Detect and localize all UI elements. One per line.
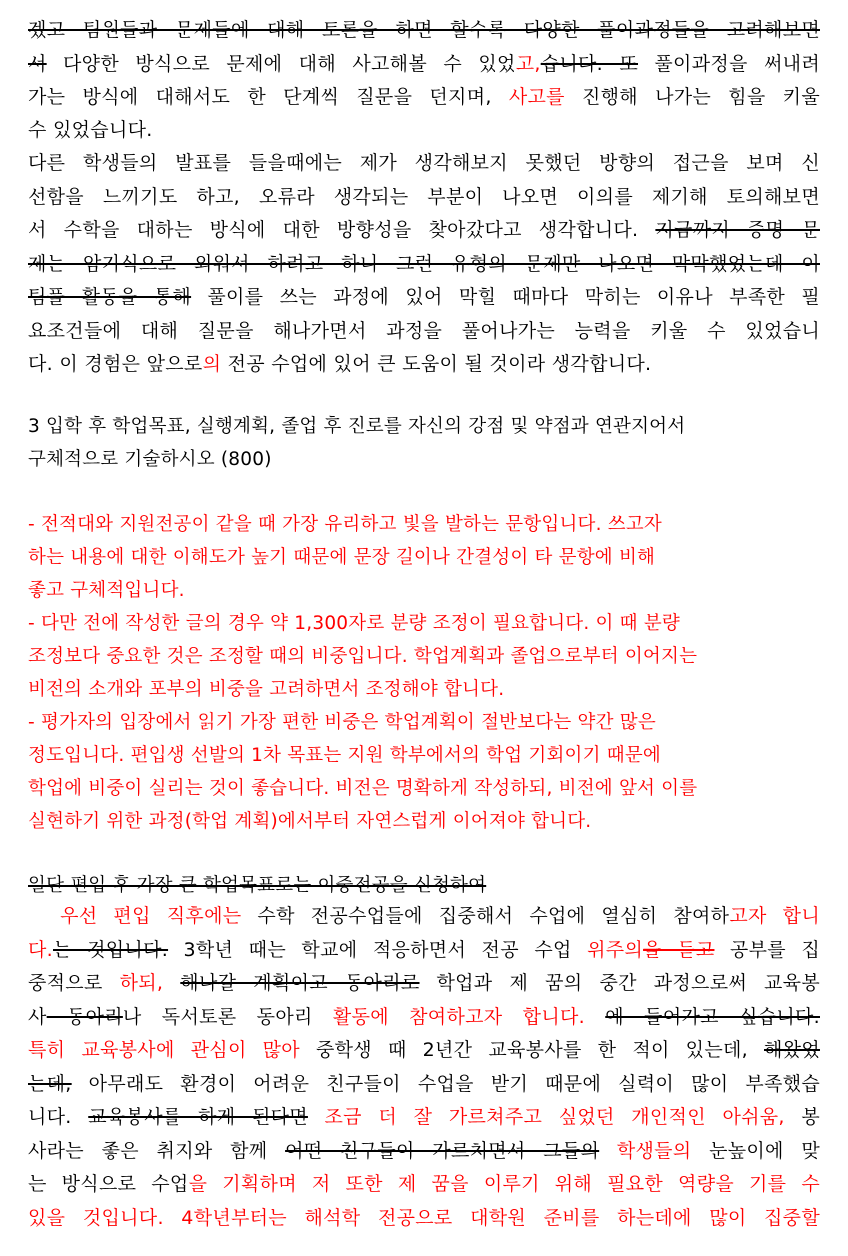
text-line: 다른 학생들의 발표를 들을때에는 제가 생각해보지 못했던 방향의 접근을 보며 신: [28, 152, 820, 174]
inserted-text: 위주의: [587, 938, 644, 961]
text-line: [28, 48, 820, 82]
paragraph-presentations: [28, 147, 820, 348]
text: 봉: [784, 1106, 820, 1128]
answer-paragraph: [28, 900, 820, 1235]
text: 사: [28, 1005, 47, 1028]
text: 다양한 방식으로 문제에 대해 사고해볼 수 있었: [46, 52, 516, 75]
text: 3학년 때는 학교에 적응하면서 전공 수업: [168, 938, 588, 961]
text-line: 선함을 느끼기도 하고, 오류라 생각되는 부분이 나오면 이의를 제기해 토의해보면: [28, 185, 820, 208]
struck-text: 는 것입니다.: [53, 938, 169, 961]
comment-line: - 다만 전에 작성한 글의 경우 약 1,300자로 분량 조정이 필요합니다. 이 때 분량: [28, 613, 680, 634]
struck-text: 어떤 친구들이 가르치면서 그들의: [285, 1139, 600, 1162]
text: 서 수학을 대하는 방식에 대한 방향성을 찾아갔다고 생각합니다.: [28, 219, 656, 241]
text-line: [28, 281, 820, 315]
text-line: [28, 1034, 820, 1068]
struck-text: 지금까지 증명 문: [655, 219, 820, 241]
struck-text: 해왔었: [764, 1039, 820, 1061]
text: 눈높이에 맞: [691, 1139, 820, 1162]
comment-line: 학업에 비중이 실리는 것이 좋습니다. 비전은 명확하게 작성하되, 비전에 앞서 이를: [28, 778, 698, 799]
text: 수학 전공수업들에 집중해서 수업에 열심히 참여하: [241, 905, 730, 927]
text: [308, 1106, 325, 1128]
inserted-text: 학생들의: [616, 1139, 692, 1162]
text: 는 방식으로 수업: [28, 1173, 189, 1195]
paragraph-presentations-end: [28, 348, 820, 382]
inserted-text: 을 기획하며 저 또한 제 꿈을 이루기 위해 필요한 역량을 기를 수: [188, 1173, 820, 1195]
comment-line: 정도입니다. 편입생 선발의 1차 목표는 지원 학부에서의 학업 기회이기 때문에: [28, 745, 661, 766]
paragraph-teamwork-end: [28, 114, 820, 148]
inserted-text: 의: [202, 353, 222, 375]
text: 진행해 나가는 힘을 키울: [564, 86, 820, 108]
text: 풀이과정을 써내려: [638, 52, 820, 75]
struck-text: 팀플 활동을 통해: [28, 286, 192, 308]
text: 가는 방식에 대해서도 한 단계씩 질문을 던지며,: [28, 86, 509, 108]
text: 전공 수업에 있어 큰 도움이 될 것이라 생각합니다.: [221, 353, 652, 375]
inserted-text: 특히 교육봉사에 관심이 많아: [28, 1039, 300, 1061]
text: [163, 972, 180, 994]
text-line: [28, 1068, 820, 1102]
text-line: [28, 1135, 820, 1169]
struck-line: 겠고 팀원들과 문제들에 대해 토론을 하면 할수록 다양한 풀이과정들을 고려해보면: [28, 19, 820, 41]
struck-text: 동아리: [46, 1005, 123, 1028]
struck-text: 일단 편입 후 가장 큰 학업목표로는 이중전공을 신청하여: [28, 875, 487, 896]
struck-text: 습니다. 또: [540, 52, 639, 75]
inserted-text: 사고를: [508, 86, 565, 108]
struck-text: 해나갈 계획이고 동아리로: [180, 972, 420, 994]
inserted-text: 우선 편입 직후에는: [28, 905, 242, 927]
text: 나 독서토론 동아리: [122, 1005, 333, 1028]
inserted-text: 하되,: [119, 972, 164, 994]
comment-line: 조정보다 중요한 것은 조정할 때의 비중입니다. 학업계획과 졸업으로부터 이어지는: [28, 646, 698, 667]
text-line: [28, 1168, 820, 1202]
struck-line: 제는 암기식으로 외워서 하려고 하니 그런 유형의 문제만 나오면 막막했었는데 이: [28, 252, 820, 275]
reviewer-comments: [28, 508, 820, 838]
struck-text: 에 들어가고 싶습니다.: [605, 1005, 820, 1028]
inserted-text: 조금 더 잘 가르쳐주고 싶었던 개인적인 아쉬움,: [324, 1106, 785, 1128]
text-line: [28, 348, 820, 382]
comment-line: 하는 내용에 대한 이해도가 높기 때문에 문장 길이나 간결성이 타 문항에 비해: [28, 547, 656, 568]
comment-line: 좋고 구체적입니다.: [28, 580, 185, 601]
text: 학업과 제 꿈의 중간 과정으로써 교육봉: [419, 972, 820, 994]
text-line: [28, 1101, 820, 1135]
struck-text: 교육봉사를 하게 된다면: [88, 1106, 308, 1128]
inserted-text: 활동에 참여하고자 합니다.: [332, 1005, 585, 1028]
text-line: [28, 967, 820, 1001]
text-line: [28, 934, 820, 968]
text: [585, 1006, 605, 1028]
text: [599, 1140, 617, 1162]
text-line: [28, 900, 820, 934]
struck-heading: [28, 869, 820, 902]
inserted-text: 고,: [515, 52, 541, 75]
comment-line: - 평가자의 입장에서 읽기 가장 편한 비중은 학업계획이 절반보다는 약간 많은: [28, 712, 656, 733]
inserted-line: 있을 것입니다. 4학년부터는 해석학 전공으로 대학원 준비를 하는데에 많이 집중할: [28, 1206, 820, 1229]
question-line: 구체적으로 기술하시오 (800): [28, 449, 272, 470]
question-heading: [28, 410, 820, 476]
paragraph-teamwork: [28, 14, 820, 115]
text-line: [28, 81, 820, 115]
comment-line: 실현하기 위한 과정(학업 계획)에서부터 자연스럽게 이어져야 합니다.: [28, 811, 592, 832]
struck-text: 는데,: [28, 1072, 72, 1095]
text: 아무래도 환경이 어려운 친구들이 수업을 받기 때문에 실력이 많이 부족했습: [71, 1072, 820, 1095]
inserted-text: 고자 합니: [729, 905, 820, 927]
text: 중적으로: [28, 972, 120, 994]
comment-line: - 전적대와 지원전공이 같을 때 가장 유리하고 빛을 발하는 문항입니다. 쓰고자: [28, 514, 662, 535]
text-line: 요조건들에 대해 질문을 해나가면서 과정을 풀어나가는 능력을 키울 수 있었습니: [28, 319, 820, 342]
text: 다. 이 경험은 앞으로: [28, 353, 203, 375]
text-line: [28, 214, 820, 248]
comment-line: 비전의 소개와 포부의 비중을 고려하면서 조정해야 합니다.: [28, 679, 505, 700]
inserted-text: 다.: [28, 938, 53, 961]
text: 중학생 때 2년간 교육봉사를 한 적이 있는데,: [299, 1039, 765, 1061]
text-line: [28, 1001, 820, 1035]
struck-text: 을 듣고: [643, 938, 715, 961]
struck-text: 서: [28, 52, 47, 75]
text-line: 수 있었습니다.: [28, 119, 153, 141]
text: 풀이를 쓰는 과정에 있어 막힐 때마다 막히는 이유나 부족한 필: [191, 286, 820, 308]
text: 사라는 좋은 취지와 함께: [28, 1139, 286, 1162]
question-line: 3 입학 후 학업목표, 실행계획, 졸업 후 진로를 자신의 강점 및 약점과 연관지어서: [28, 416, 686, 437]
text: 공부를 집: [714, 938, 820, 961]
text: 니다.: [28, 1106, 89, 1128]
